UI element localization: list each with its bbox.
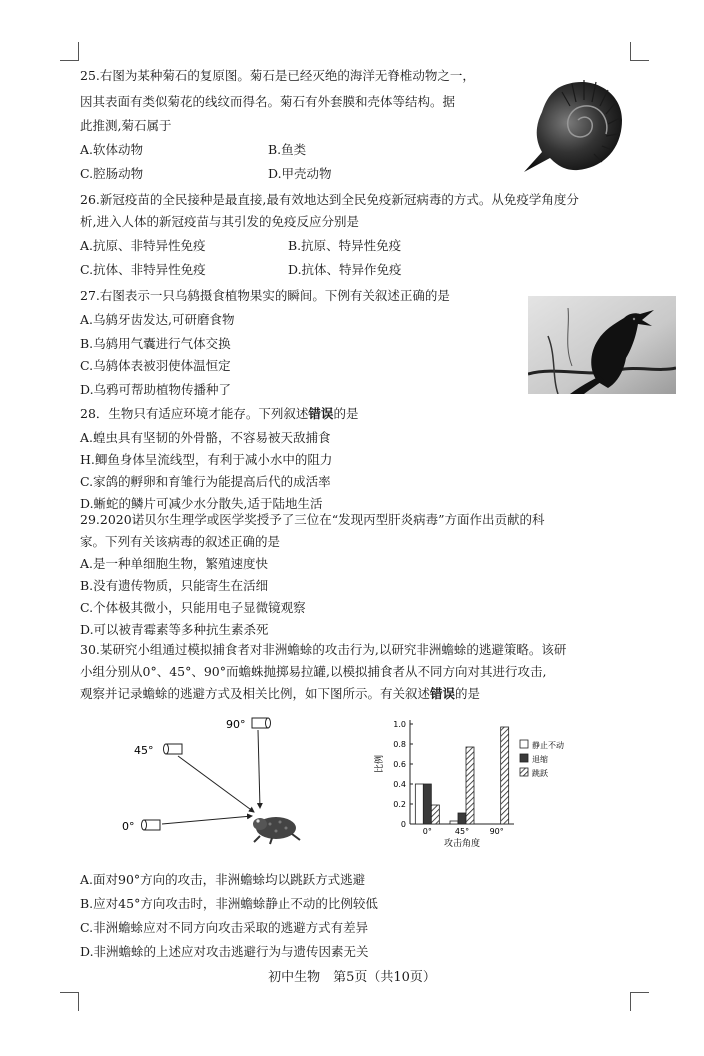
q25-stem-line-3: 此推测,菊石属于 (80, 118, 172, 133)
q28-stem-pre: 28．生物只有适应环境才能存。下列叙述 (80, 406, 309, 421)
y-tick-label: 0.2 (393, 800, 406, 809)
crop-mark-top-right (630, 42, 649, 61)
y-tick-label: 0 (400, 820, 406, 829)
q25-stem-line-1: 25.右图为某种菊石的复原图。菊石是已经灭绝的海洋无脊椎动物之一， (80, 68, 475, 83)
q25-option-d: D.甲壳动物 (268, 166, 332, 181)
q29-option-d: D.可以被青霉素等多种抗生素杀死 (80, 622, 269, 637)
label-45: 45° (134, 744, 154, 757)
legend-swatch-1 (520, 754, 528, 762)
q27-stem: 27.右图表示一只乌鸫摄食植物果实的瞬间。下例有关叙述正确的是 (80, 288, 450, 303)
legend-label-0: 静止不动 (532, 741, 564, 750)
q26-option-d: D.抗体、特异作免疫 (288, 262, 402, 277)
can-90 (252, 718, 271, 728)
y-tick-label: 0.4 (393, 780, 406, 789)
ammonite-image (518, 68, 628, 174)
can-0 (142, 820, 161, 830)
q29-stem-line-1: 29.2020诺贝尔生理学或医学奖授予了三位在“发现丙型肝炎病毒”方面作出贡献的科 (80, 512, 545, 527)
q25-option-c: C.腔肠动物 (80, 166, 144, 181)
q25-stem-line-2: 因其表面有类似菊花的线纹而得名。菊石有外套膜和壳体等结构。据 (80, 94, 456, 109)
y-tick-label: 1.0 (393, 720, 406, 729)
q30-stem-post: 的是 (455, 686, 481, 701)
q26-option-a: A.抗原、非特异性免疫 (80, 238, 206, 253)
crop-mark-top-left (60, 42, 79, 61)
q27-option-d: D.乌鸦可帮助植物传播种了 (80, 382, 232, 397)
bar-2-0 (431, 805, 439, 824)
q30-stem-emphasis: 错误 (430, 686, 456, 701)
q30-stem-line-2: 小组分别从0°、45°、90°而蟾蛛抛掷易拉罐,以模拟捕食者从不同方向对其进行攻击, (80, 664, 547, 679)
bar-2-1 (466, 747, 474, 824)
x-tick-label: 0° (422, 827, 432, 836)
q28-stem (80, 406, 358, 422)
q30-option-b: B.应对45°方向攻击时，非洲蟾蜍静止不动的比例较低 (80, 896, 378, 911)
can-45 (164, 744, 183, 754)
escape-ratio-bar-chart (370, 708, 640, 858)
bar-2-2 (501, 727, 509, 824)
q29-option-c: C.个体极其微小，只能用电子显微镜观察 (80, 600, 306, 615)
q29-option-a: A.是一种单细胞生物，繁殖速度快 (80, 556, 269, 571)
q26-option-c: C.抗体、非特异性免疫 (80, 262, 206, 277)
q28-option-a: A.蝗虫具有坚韧的外骨骼，不容易被天敌捕食 (80, 430, 331, 445)
y-tick-label: 0.8 (393, 740, 406, 749)
bar-0-1 (450, 821, 458, 824)
q28-stem-post: 的是 (333, 406, 359, 421)
q30-option-d: D.非洲蟾蜍的上述应对攻击逃避行为与遗传因素无关 (80, 944, 369, 959)
q26-option-b: B.抗原、特异性免疫 (288, 238, 402, 253)
legend-label-2: 跳跃 (532, 769, 548, 778)
attack-direction-diagram (110, 712, 310, 852)
page-footer: 初中生物 第5页（共10页） (268, 970, 436, 985)
q30-stem-line-3 (80, 686, 480, 702)
crop-mark-bottom-right (630, 992, 649, 1011)
q27-option-b: B.乌鸫用气囊进行气体交换 (80, 336, 231, 351)
label-0: 0° (122, 820, 135, 833)
x-axis-label: 攻击角度 (443, 839, 481, 849)
q30-option-a: A.面对90°方向的攻击，非洲蟾蜍均以跳跃方式逃避 (80, 872, 366, 887)
q30-stem-pre: 观察并记录蟾蜍的逃避方式及相关比例，如下图所示。有关叙述 (80, 686, 431, 701)
bar-0-0 (415, 784, 423, 824)
toad-icon (253, 817, 300, 844)
q25-option-b: B.鱼类 (268, 142, 307, 157)
legend-swatch-2 (520, 768, 528, 776)
q28-option-d: D.蜥蛇的鳞片可减少水分散失,适于陆地生活 (80, 496, 323, 511)
legend-label-1: 退缩 (532, 755, 548, 764)
legend-swatch-0 (520, 740, 528, 748)
crop-mark-bottom-left (60, 992, 79, 1011)
y-tick-label: 0.6 (393, 760, 406, 769)
q28-option-c: C.家鸽的孵卵和育雏行为能提高后代的成活率 (80, 474, 331, 489)
q27-option-c: C.乌鸫体表被羽使体温恒定 (80, 358, 231, 373)
q25-option-a: A.软体动物 (80, 142, 144, 157)
q29-option-b: B.没有遗传物质，只能寄生在活细 (80, 578, 269, 593)
q29-stem-line-2: 家。下列有关该病毒的叙述正确的是 (80, 534, 281, 549)
blackbird-photo (528, 296, 676, 394)
q26-stem-line-1: 26.新冠疫苗的全民接种是最直接,最有效地达到全民免疫新冠病毒的方式。从免疫学角度分 (80, 192, 579, 207)
q27-option-a: A.乌鸫牙齿发达,可研磨食物 (80, 312, 235, 327)
q28-stem-emphasis: 错误 (308, 406, 334, 421)
y-axis-label: 比例 (375, 754, 385, 774)
bar-1-0 (423, 784, 431, 824)
q26-stem-line-2: 析,进入人体的新冠疫苗与其引发的免疫反应分别是 (80, 214, 359, 229)
label-90: 90° (226, 718, 246, 731)
q28-option-b: H.鲫鱼身体呈流线型，有利于减小水中的阻力 (80, 452, 333, 467)
q30-stem-line-1: 30.某研究小组通过模拟捕食者对非洲蟾蜍的攻击行为,以研究非洲蟾蜍的逃避策略。该研 (80, 642, 567, 657)
x-tick-label: 45° (454, 827, 470, 836)
x-tick-label: 90° (489, 827, 504, 836)
q30-option-c: C.非洲蟾蜍应对不同方向攻击采取的逃避方式有差异 (80, 920, 369, 935)
bar-1-1 (458, 813, 466, 824)
